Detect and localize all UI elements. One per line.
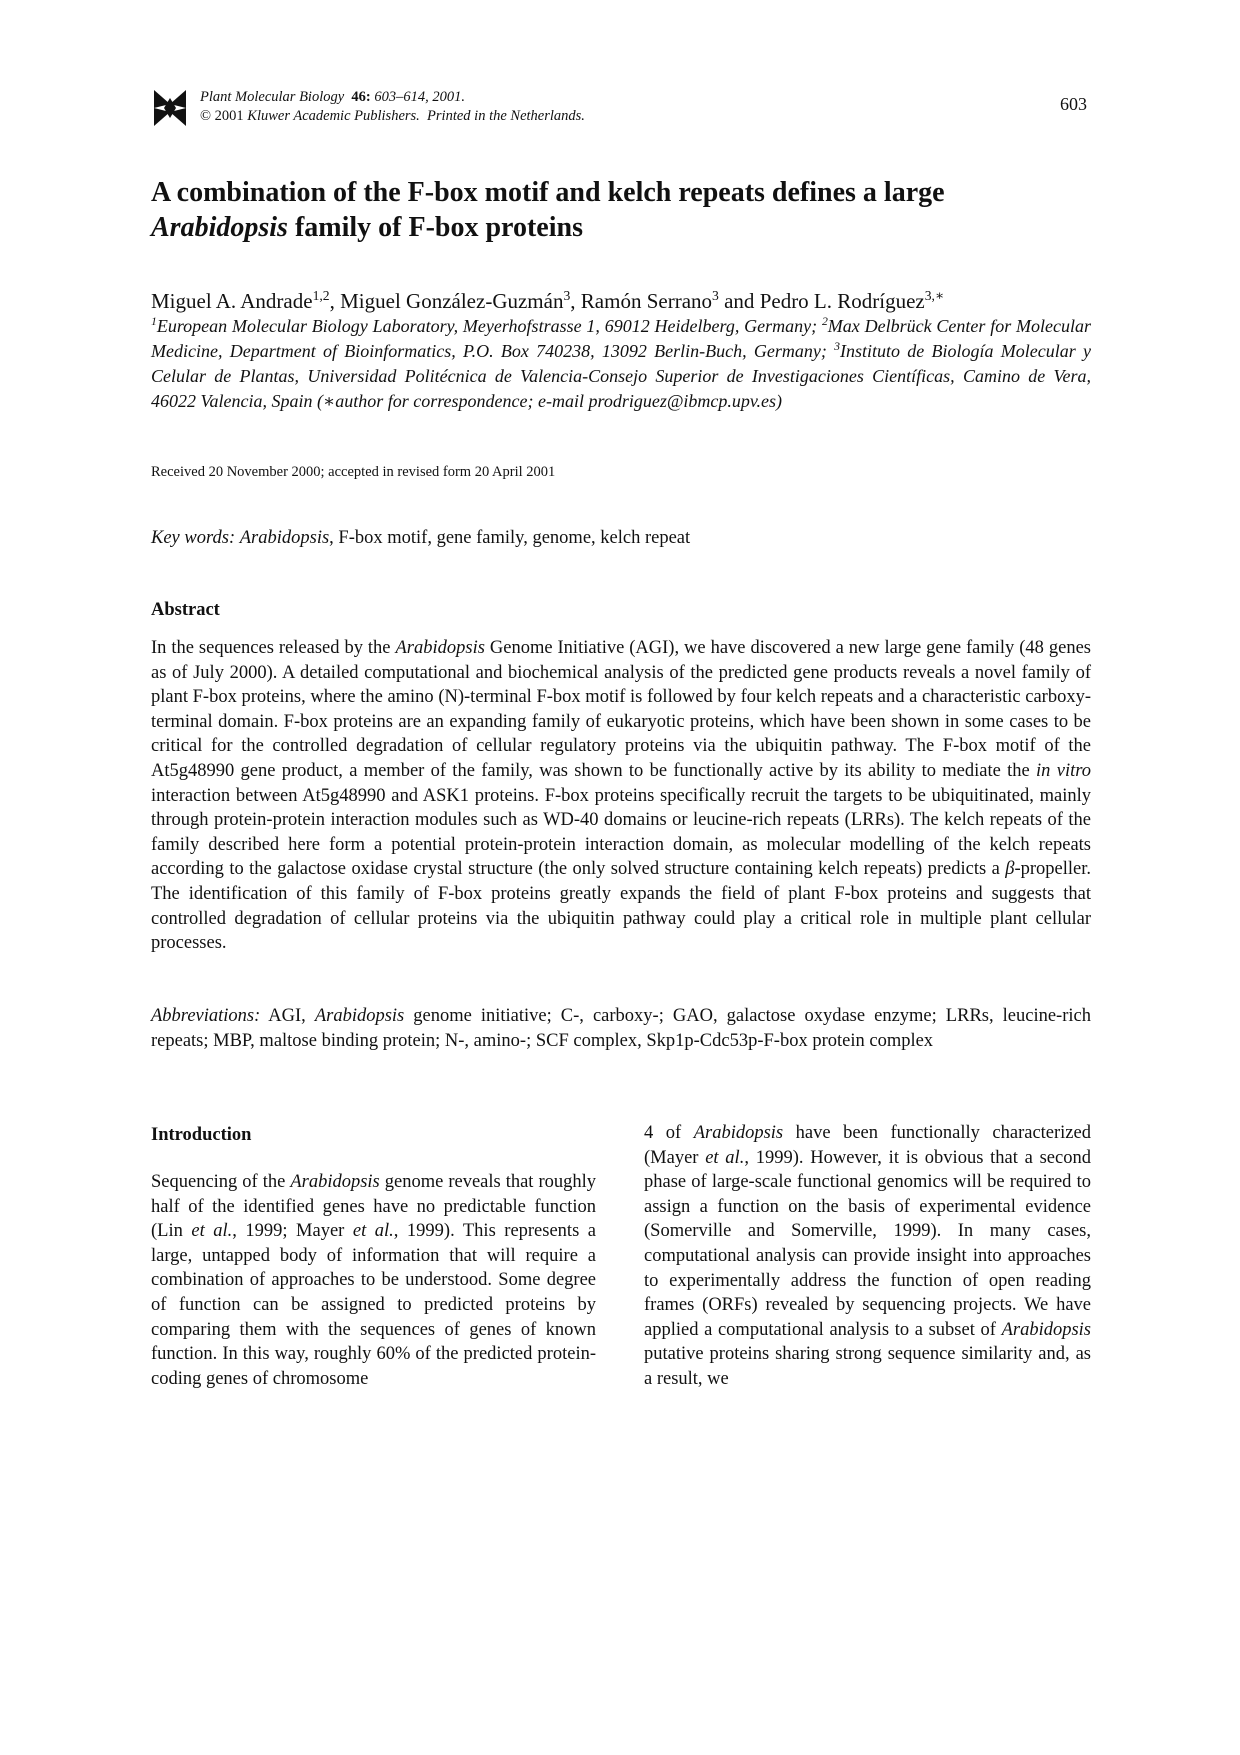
intro-italic-term: Arabidopsis (693, 1123, 784, 1143)
affiliation-mark: 1 (151, 315, 157, 328)
abstract-italic-term: β (1005, 859, 1015, 880)
intro-text-part: genome reveals that roughly half of the identified genes have no predictable function (Lin (151, 1172, 596, 1242)
printed-location: Printed in the Netherlands. (427, 108, 585, 124)
keywords-rest: , F-box motif, gene family, genome, kelch repeat (329, 528, 691, 548)
paper-title (151, 175, 1091, 245)
author-separator: and (718, 289, 760, 313)
author-name: Miguel A. Andrade (151, 289, 313, 313)
introduction-column-left (151, 1170, 596, 1391)
keywords (151, 528, 690, 549)
abstract-italic-term: in vitro (1036, 760, 1091, 781)
title-line-2 (151, 210, 1091, 245)
journal-name: Plant Molecular Biology (200, 89, 345, 105)
author-separator: , (329, 289, 341, 313)
abstract-text-part: -propeller. The identification of this family of F-box proteins greatly expands the field of plant F-box proteins and suggests that controlled degradation of cellular proteins via the ubiquitin pathway could play a critical role in multiple plant cellular processes. (151, 859, 1091, 954)
intro-text-part: , 1999). This represents a large, untapped body of information that will require a combination of approaches to be understood. Some degree of function can be assigned to predicted proteins by comparing them with the sequences of genes of known function. In this way, roughly 60% of the predicted protein-coding genes of chromosome (151, 1221, 596, 1389)
received-dates: Received 20 November 2000; accepted in revised form 20 April 2001 (151, 464, 556, 480)
intro-text-part: , 1999). However, it is obvious that a second phase of large-scale functional genomics will be required to assign a function on the basis of experimental evidence (Somerville and Somerville, 1999). In many cases, computational analysis can provide insight into approaches to experimentally address the function of open reading frames (ORFs) revealed by sequencing projects. We have applied a computational analysis to a subset of (644, 1147, 1091, 1340)
journal-line-1 (200, 88, 585, 107)
intro-text-part: have been functionally characterized (Mayer (644, 1123, 1091, 1168)
affiliation-1: European Molecular Biology Laboratory, Meyerhofstrasse 1, 69012 Heidelberg, Germany; (156, 316, 822, 336)
title-line-1: A combination of the F-box motif and kelch repeats defines a large (151, 177, 945, 208)
abstract-italic-term: Arabidopsis (395, 638, 485, 658)
author-affiliation-mark: 3 (563, 288, 571, 303)
author-separator: , (570, 289, 581, 313)
abstract-text-part: In the sequences released by the (151, 638, 396, 658)
intro-italic-term: et al. (352, 1221, 394, 1242)
keyword-italic-term: Arabidopsis (239, 528, 330, 548)
publisher-logo-icon (150, 88, 190, 128)
abbreviations-text-part: genome initiative; C-, carboxy-; GAO, galactose oxydase enzyme; LRRs, leucine-rich repeats; MBP, maltose binding protein; N-, amino-; SCF complex, Skp1p-Cdc53p-F-box protein complex (151, 1006, 1091, 1051)
affiliations (151, 314, 1091, 414)
copyright-symbol: © (200, 108, 212, 124)
abbreviations-text-part: AGI, (260, 1006, 315, 1026)
abbreviations-italic-term: Arabidopsis (314, 1006, 405, 1026)
introduction-heading: Introduction (151, 1125, 252, 1145)
abbreviations (151, 1004, 1091, 1053)
abbreviations-label: Abbreviations: (151, 1006, 261, 1026)
intro-italic-term: Arabidopsis (1001, 1319, 1091, 1340)
author-list (151, 288, 1091, 314)
journal-volume: 46: (351, 89, 371, 105)
intro-italic-term: Arabidopsis (290, 1172, 380, 1192)
intro-text-part: 4 of (644, 1123, 694, 1143)
keywords-label: Key words: (151, 528, 236, 548)
page-number: 603 (1060, 94, 1087, 114)
intro-italic-term: et al. (191, 1221, 233, 1242)
abstract-text-part: interaction between At5g48990 and ASK1 proteins. F-box proteins specifically recruit the targets to be ubiquitinated, mainly through protein-protein interaction modules such as WD-40 domains or leucine-rich repeats (LRRs). The kelch repeats of the family described here form a potential protein-protein interaction domain, as molecular modelling of the kelch repeats according to the galactose oxidase crystal structure (the only solved structure containing kelch repeats) predicts a (151, 785, 1091, 880)
abstract-text-part: Genome Initiative (AGI), we have discovered a new large gene family (48 genes as of July 2000). A detailed computational and biochemical analysis of the predicted gene products reveals a novel family of plant F-box proteins, where the amino (N)-terminal F-box motif is followed by four kelch repeats and a characteristic carboxy-terminal domain. F-box proteins are an expanding family of eukaryotic proteins, which have been shown in some cases to be critical for the controlled degradation of cellular regulatory proteins via the ubiquitin pathway. The F-box motif of the At5g48990 gene product, a member of the family, was shown to be functionally active by its ability to mediate the (151, 638, 1092, 781)
author-affiliation-mark: 3 (712, 288, 719, 303)
journal-line-2 (200, 107, 585, 126)
author-affiliation-mark: 3,∗ (924, 288, 945, 303)
journal-citation (200, 88, 585, 126)
journal-pages: 603–614, 2001. (374, 89, 466, 105)
copyright-year: 2001 (214, 108, 244, 124)
introduction-column-right (644, 1121, 1091, 1392)
intro-text-part: putative proteins sharing strong sequence similarity and, as a result, we (644, 1344, 1091, 1389)
affiliation-3: Instituto de Biología Molecular y Celular de Plantas, Universidad Politécnica de Valencia-Consejo Superior de Investigaciones Científicas, Camino de Vera, 46022 Valencia, Spain (∗author for correspondence; e-mail prodriguez@ibmcp.upv.es) (151, 341, 1091, 411)
abstract-heading: Abstract (151, 600, 220, 620)
author-name: Miguel González-Guzmán (340, 289, 564, 313)
author-name: Ramón Serrano (580, 289, 713, 313)
intro-italic-term: et al. (705, 1147, 745, 1168)
intro-text-part: , 1999; Mayer (232, 1221, 353, 1242)
author-name: Pedro L. Rodríguez (759, 289, 925, 313)
intro-text-part: Sequencing of the (151, 1172, 291, 1192)
affiliation-mark: 3 (834, 340, 840, 353)
publisher-name: Kluwer Academic Publishers. (247, 108, 420, 124)
affiliation-2: Max Delbrück Center for Molecular Medicine, Department of Bioinformatics, P.O. Box 740238, 13092 Berlin-Buch, Germany; (151, 316, 1091, 361)
abstract-body (151, 636, 1091, 956)
author-affiliation-mark: 1,2 (312, 288, 330, 303)
title-italic-term: Arabidopsis (151, 212, 288, 243)
affiliation-mark: 2 (821, 315, 828, 328)
title-line-2-rest: family of F-box proteins (287, 212, 583, 243)
